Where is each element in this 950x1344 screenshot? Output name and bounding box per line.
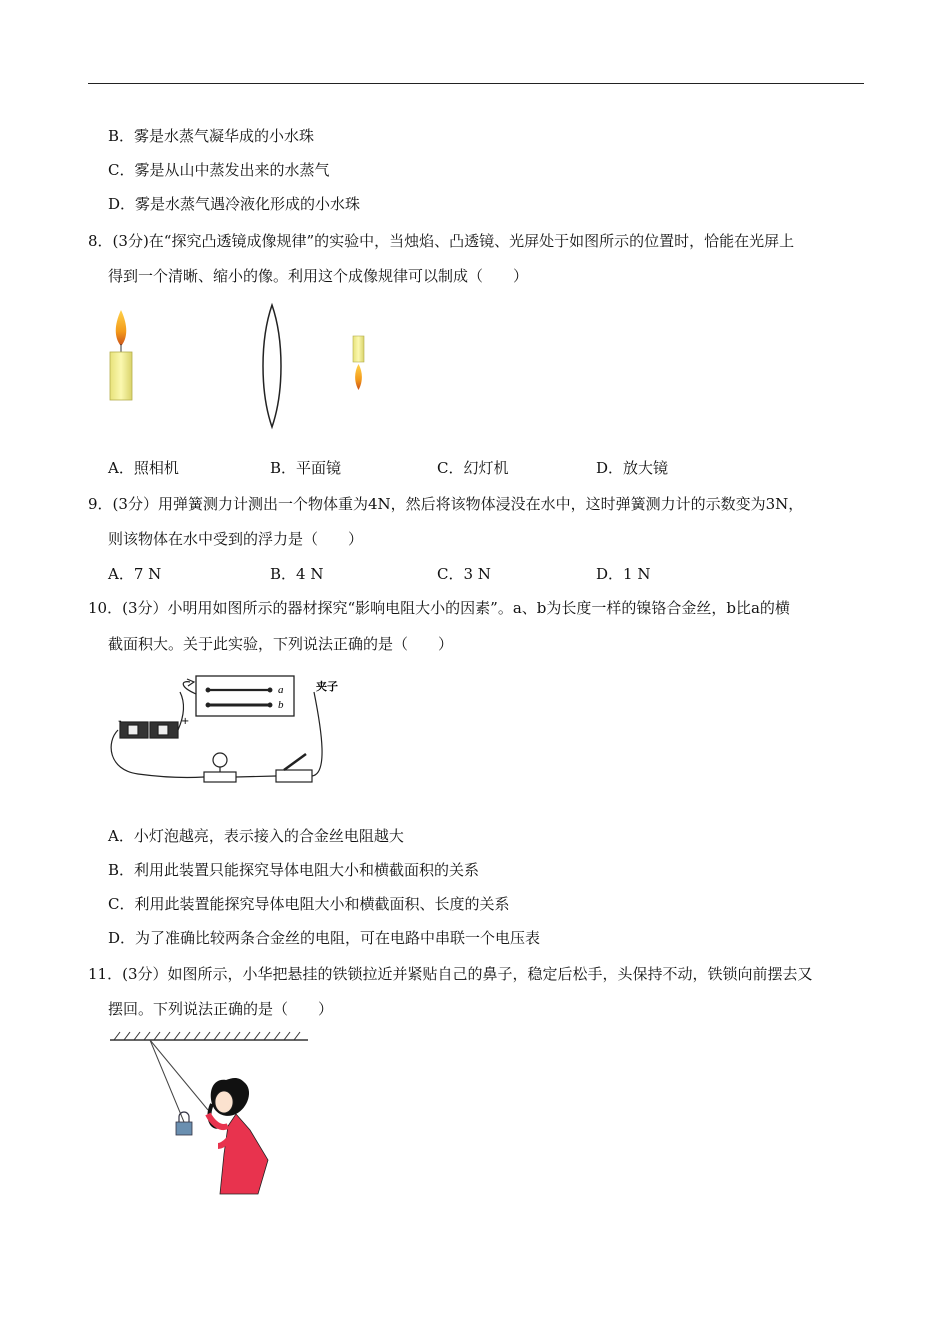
bulb-icon: [204, 753, 236, 782]
candle-icon: [110, 310, 132, 400]
q8-stem-line1: 8．(3分)在“探究凸透镜成像规律”的实验中，当烛焰、凸透镜、光屏处于如图所示的位置时，恰能在光屏上: [88, 232, 795, 250]
q8-option-a[interactable]: A．照相机: [108, 459, 179, 477]
q10-option-c[interactable]: C．利用此装置能探究导体电阻大小和横截面积、长度的关系: [108, 895, 510, 913]
q9-stem-line2: 则该物体在水中受到的浮力是（ ）: [108, 530, 364, 548]
q9-stem-line1: 9．(3分）用弹簧测力计测出一个物体重为4N，然后将该物体浸没在水中，这时弹簧测力计的示数变为3N，: [88, 495, 804, 513]
battery-plus-label: +: [181, 716, 190, 727]
q11-pendulum-figure: [108, 1030, 312, 1200]
switch-icon: [276, 754, 312, 782]
q7-option-d[interactable]: D．雾是水蒸气遇冷液化形成的小水珠: [108, 195, 361, 213]
lock-icon: [176, 1112, 192, 1135]
q8-option-c[interactable]: C．幻灯机: [437, 459, 509, 477]
wire-label-a: a: [278, 684, 284, 696]
q10-option-a[interactable]: A．小灯泡越亮，表示接入的合金丝电阻越大: [108, 827, 404, 845]
convex-lens-icon: [263, 305, 281, 427]
q7-option-c[interactable]: C．雾是从山中蒸发出来的水蒸气: [108, 161, 330, 179]
ceiling-icon: [110, 1032, 308, 1040]
pendulum-string-icon: [150, 1040, 208, 1122]
wire-label-b: b: [278, 699, 284, 711]
q11-stem-line2: 摆回。下列说法正确的是（ ）: [108, 1000, 334, 1018]
q9-option-d[interactable]: D．1 N: [596, 565, 651, 583]
q9-option-b[interactable]: B．4 N: [270, 565, 324, 583]
q10-option-b[interactable]: B．利用此装置只能探究导体电阻大小和横截面积的关系: [108, 861, 480, 879]
q9-option-a[interactable]: A．7 N: [108, 565, 162, 583]
battery-icon: [120, 722, 178, 738]
q7-option-b[interactable]: B．雾是水蒸气凝华成的小水珠: [108, 127, 315, 145]
header-rule: [88, 83, 864, 84]
inverted-image-icon: [353, 336, 364, 390]
q8-option-d[interactable]: D．放大镜: [596, 459, 669, 477]
girl-icon: [208, 1078, 268, 1194]
q9-option-c[interactable]: C．3 N: [437, 565, 491, 583]
clip-label: 夹子: [316, 680, 338, 693]
q10-circuit-figure: [108, 672, 358, 792]
q10-stem-line1: 10．(3分）小明用如图所示的器材探究“影响电阻大小的因素”。a、b为长度一样的镍铬合金丝，b比a的横: [88, 599, 790, 617]
battery-minus-label: -: [118, 716, 122, 727]
q8-stem-line2: 得到一个清晰、缩小的像。利用这个成像规律可以制成（ ）: [108, 267, 529, 285]
q11-stem-line1: 11．(3分）如图所示，小华把悬挂的铁锁拉近并紧贴自己的鼻子，稳定后松手，头保持不动，铁锁向前摆去又: [88, 965, 813, 983]
q10-stem-line2: 截面积大。关于此实验，下列说法正确的是（ ）: [108, 635, 454, 653]
q8-lens-figure: [100, 300, 400, 440]
q8-option-b[interactable]: B．平面镜: [270, 459, 342, 477]
q10-option-d[interactable]: D．为了准确比较两条合金丝的电阻，可在电路中串联一个电压表: [108, 929, 541, 947]
